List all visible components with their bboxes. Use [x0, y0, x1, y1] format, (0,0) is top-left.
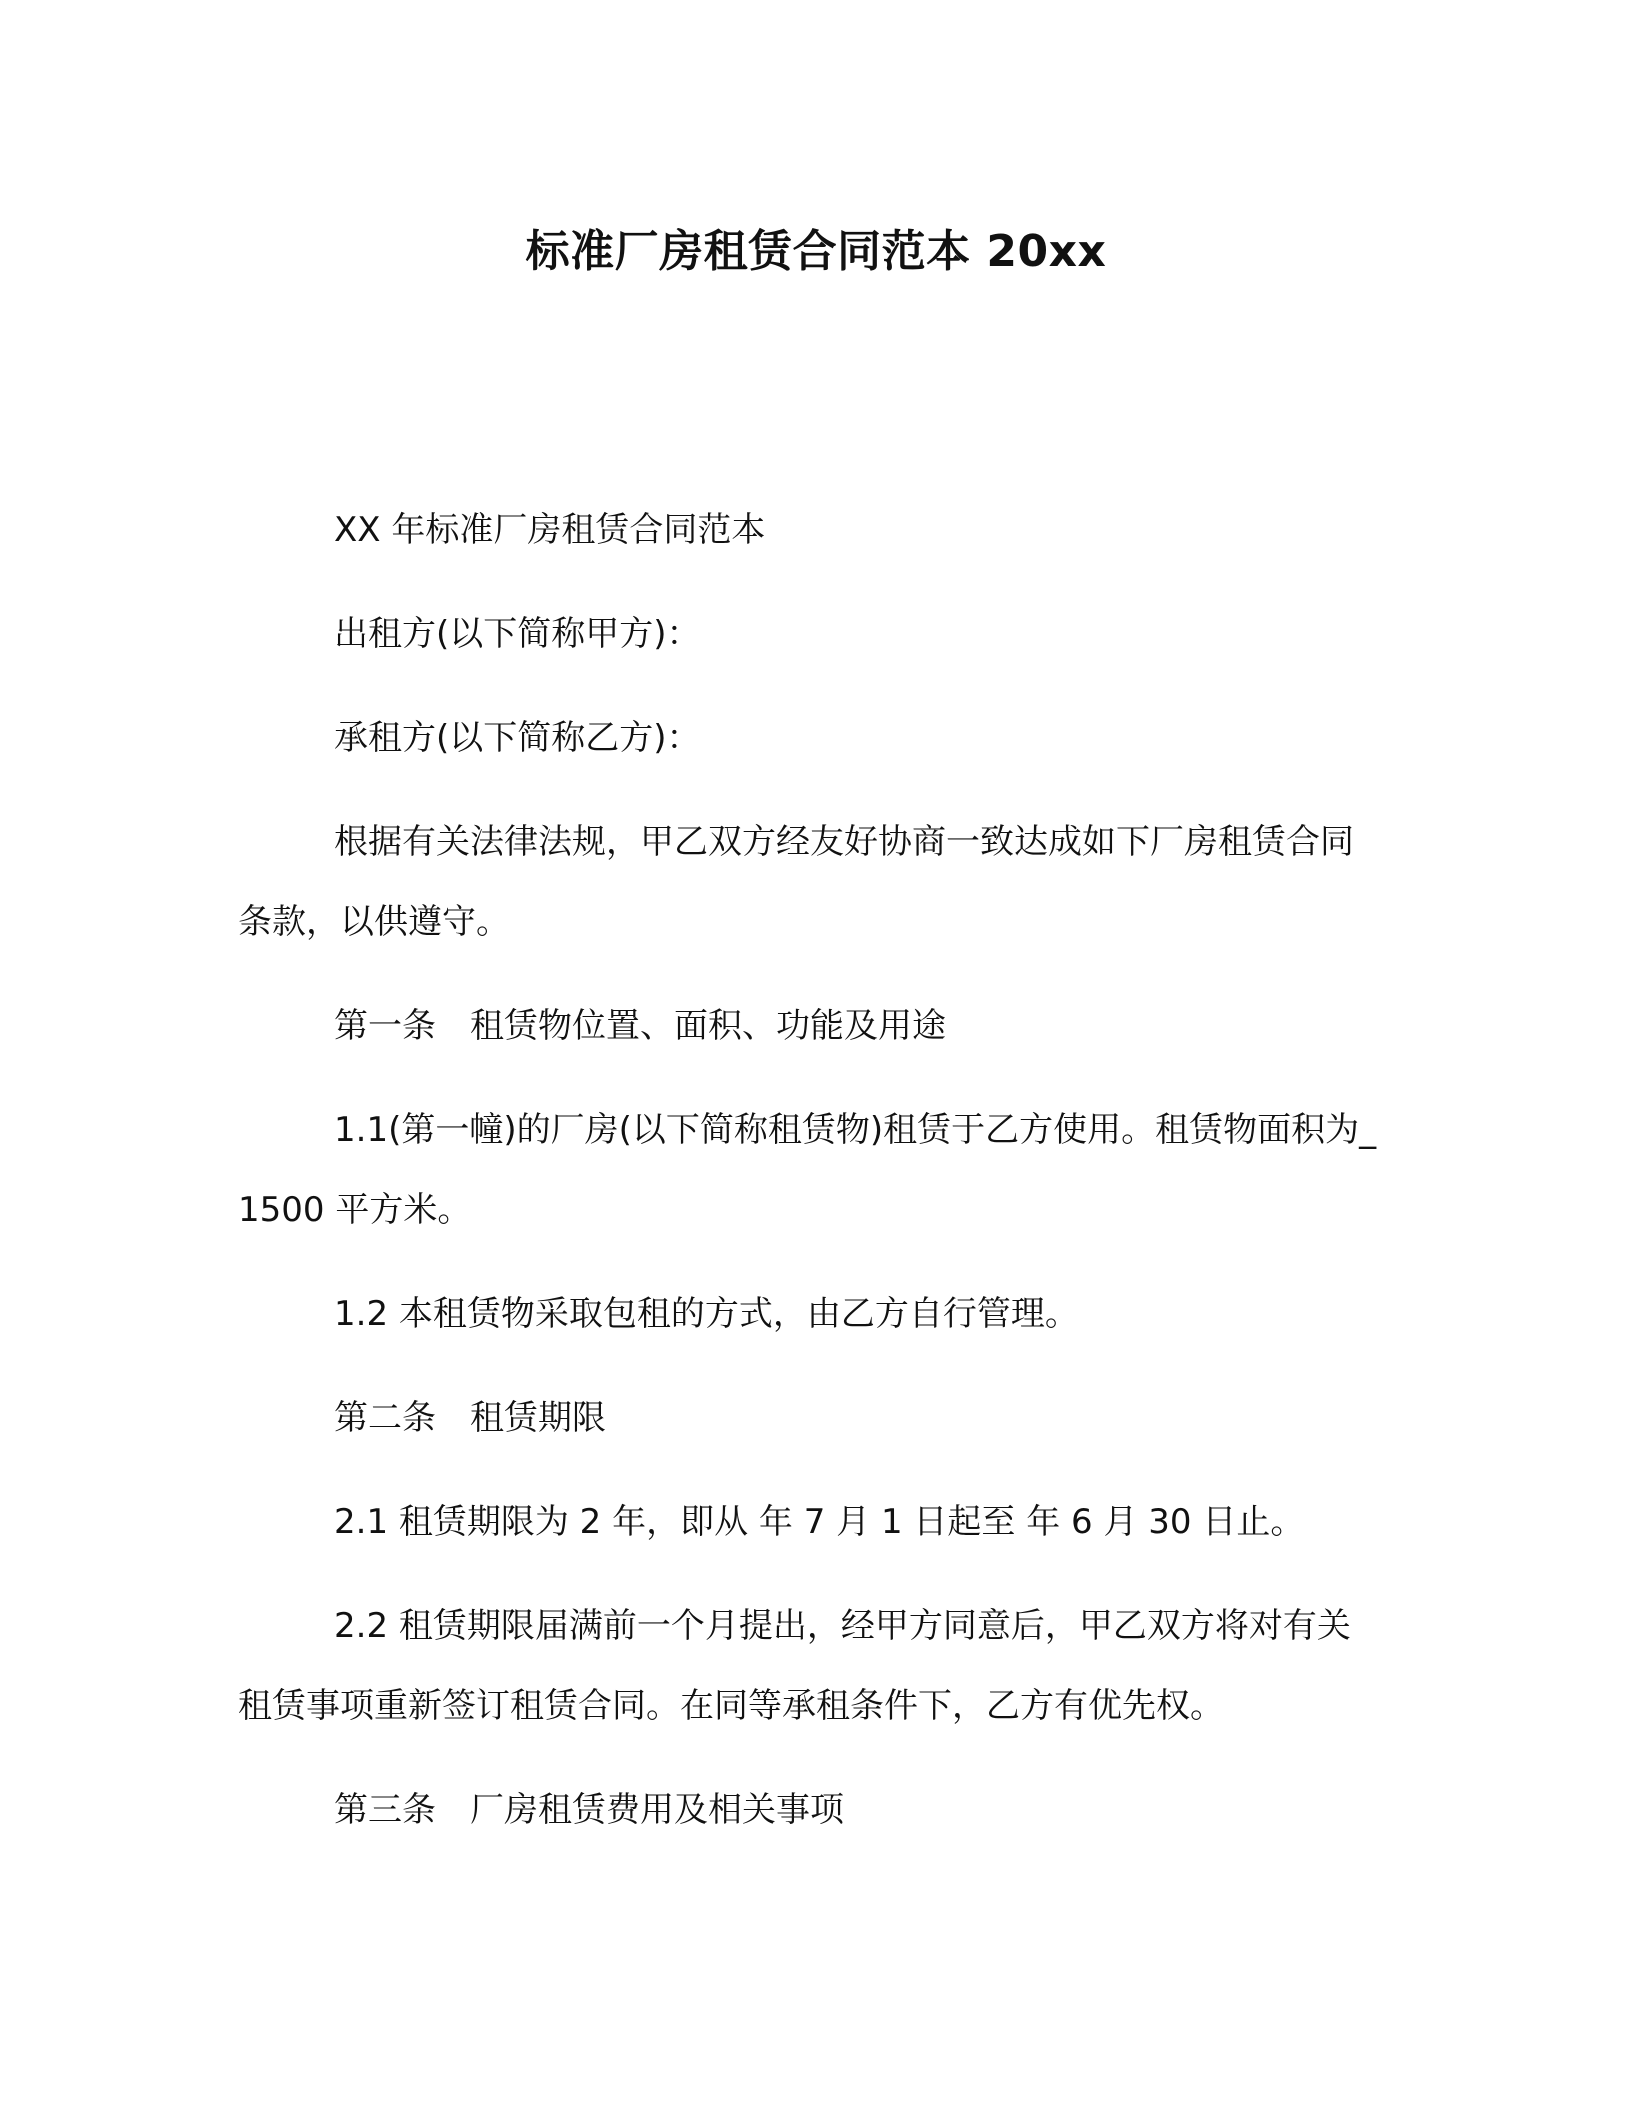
- article-3-heading: 第三条 厂房租赁费用及相关事项: [334, 1790, 844, 1830]
- article-1-heading: 第一条 租赁物位置、面积、功能及用途: [334, 1006, 946, 1046]
- article-2-heading: 第二条 租赁期限: [334, 1398, 606, 1438]
- clause-1-1: 1.1(第一幢)的厂房(以下简称租赁物)租赁于乙方使用。租赁物面积为_1500 平方米。: [238, 1110, 1377, 1230]
- lessee-line: 承租方(以下简称乙方)：: [334, 718, 701, 758]
- clause-1-2: 1.2 本租赁物采取包租的方式，由乙方自行管理。: [334, 1294, 1079, 1334]
- document-title: 标准厂房租赁合同范本 20xx: [525, 226, 1107, 277]
- subtitle-paragraph: XX 年标准厂房租赁合同范本: [334, 510, 766, 550]
- clause-2-1: 2.1 租赁期限为 2 年，即从 年 7 月 1 日起至 年 6 月 30 日止。: [334, 1502, 1305, 1542]
- preamble-paragraph: 根据有关法律法规，甲乙双方经友好协商一致达成如下厂房租赁合同条款，以供遵守。: [238, 822, 1354, 942]
- document-body: [238, 490, 1378, 1874]
- clause-2-2: 2.2 租赁期限届满前一个月提出，经甲方同意后，甲乙双方将对有关租赁事项重新签订租赁合同。在同等承租条件下，乙方有优先权。: [238, 1606, 1351, 1726]
- lessor-line: 出租方(以下简称甲方)：: [334, 614, 701, 654]
